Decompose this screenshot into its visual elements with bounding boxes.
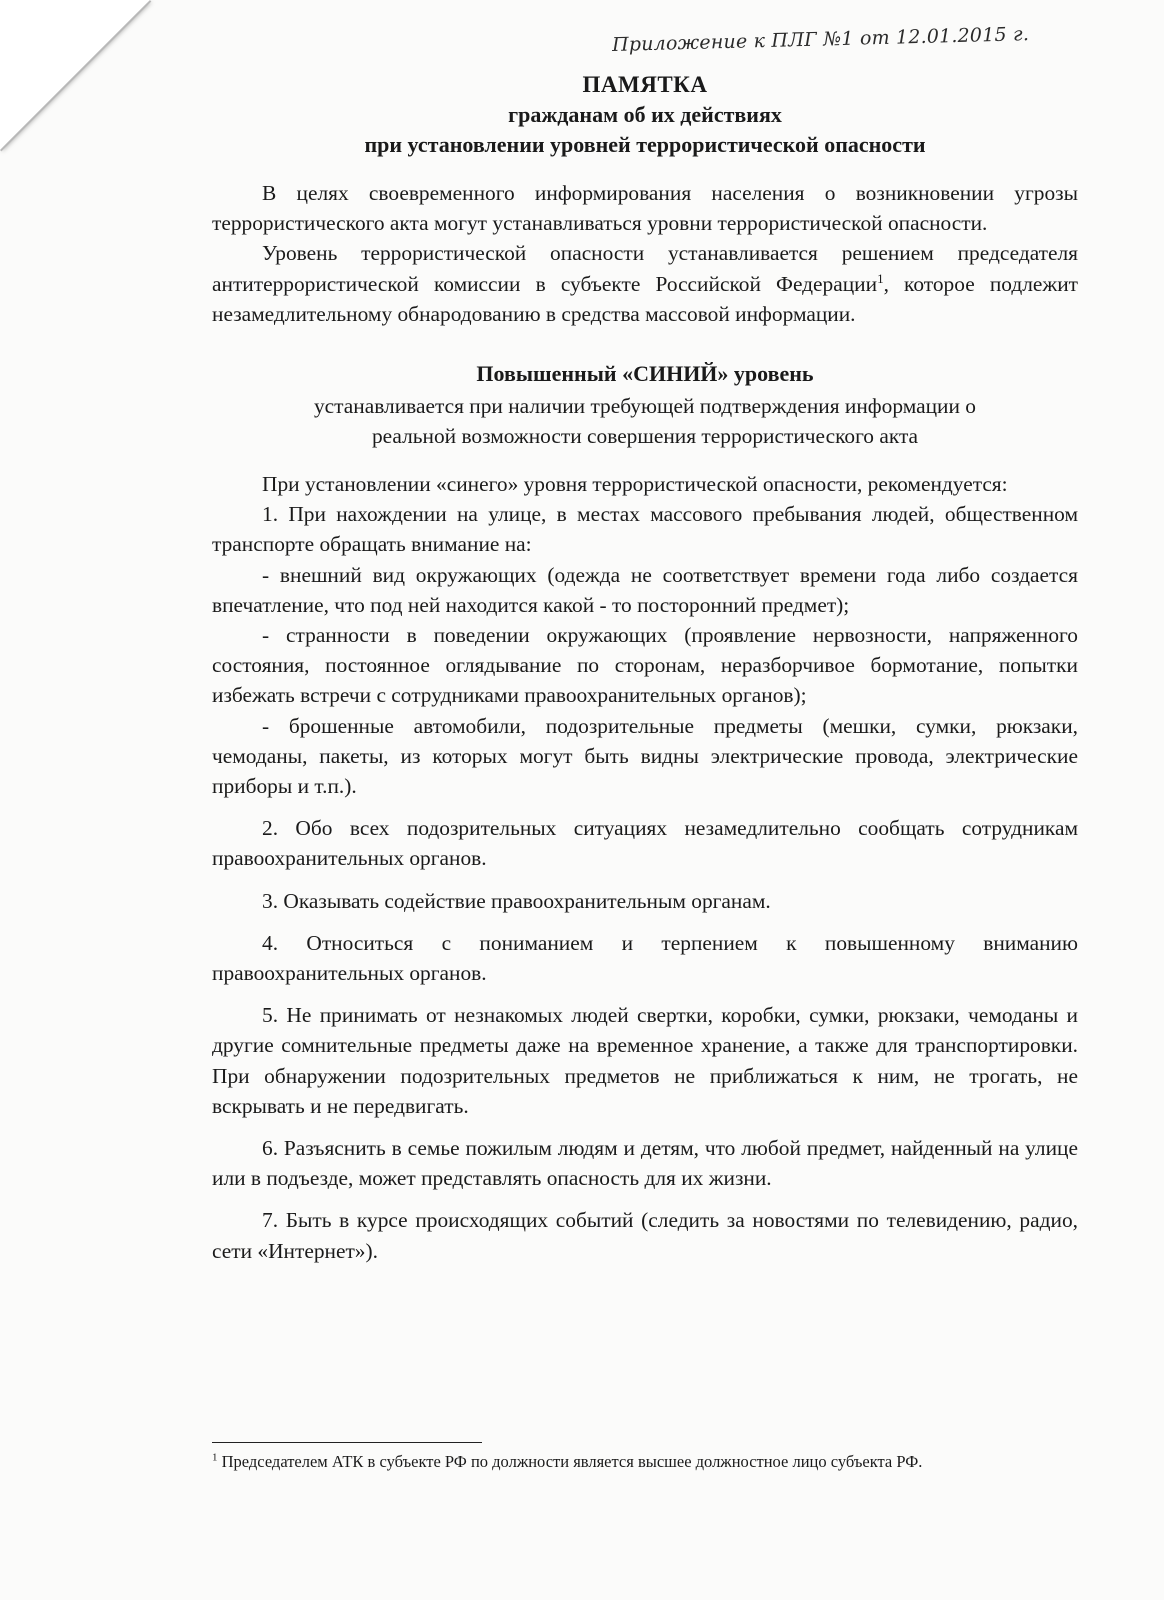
- list-item-3: 3. Оказывать содействие правоохранительным органам.: [262, 888, 771, 913]
- footnote-reference: 1: [877, 270, 884, 286]
- document-subtitle-1: гражданам об их действиях: [508, 102, 782, 127]
- list-item-2: 2. Обо всех подозрительных ситуациях незамедлительно сообщать сотрудникам правоохранительных органов.: [212, 816, 1078, 871]
- footnote-mark: 1: [212, 1451, 218, 1464]
- list-item-1c: - брошенные автомобили, подозрительные предметы (мешки, сумки, рюкзаки, чемоданы, пакеты, из которых могут быть видны электрические провода, электрические приборы и т.п.).: [212, 713, 1078, 799]
- document-title: ПАМЯТКА: [582, 72, 708, 97]
- list-item-6: 6. Разъяснить в семье пожилым людям и детям, что любой предмет, найденный на улице или в подъезде, может представлять опасность для их жизни.: [212, 1136, 1078, 1191]
- list-item-4: 4. Относиться с пониманием и терпением к повышенному вниманию правоохранительных органов.: [212, 930, 1078, 986]
- document-subtitle-2: при установлении уровней террористической опасности: [364, 132, 926, 157]
- footnote: [212, 1452, 1078, 1472]
- intro-paragraph-1: В целях своевременного информирования населения о возникновении угрозы террористического акта могут устанавливаться уровни террористической опасности.: [212, 181, 1078, 236]
- intro-p2-rest: , которое подлежит незамедлительному обнародованию в средства массовой информации.: [212, 271, 1078, 326]
- list-item-5: 5. Не принимать от незнакомых людей свертки, коробки, сумки, рюкзаки, чемоданы и другие сомнительные предметы даже на временное хранение, а также для транспортировки. При обнаружении подозрительных предметов не приближаться к ним, не трогать, не вскрывать и не передвигать.: [212, 1003, 1078, 1118]
- list-item-1: 1. При нахождении на улице, в местах массового пребывания людей, общественном транспорте обращать внимание на:: [212, 502, 1078, 557]
- footnote-text: Председателем АТК в субъекте РФ по должности является высшее должностное лицо субъекта РФ.: [217, 1452, 923, 1471]
- section-title: Повышенный «СИНИЙ» уровень: [476, 361, 814, 387]
- section-subtitle-2: реальной возможности совершения террористического акта: [371, 424, 919, 449]
- section-subtitle-1: устанавливается при наличии требующей подтверждения информации о: [313, 394, 976, 419]
- intro-paragraph-2: [212, 238, 1078, 329]
- list-item-7: 7. Быть в курсе происходящих событий (следить за новостями по телевидению, радио, сети «Интернет»).: [212, 1208, 1078, 1263]
- document-body: [212, 70, 1078, 1266]
- handwritten-note: Приложение к ПЛГ №1 от 12.01.2015 г.: [611, 23, 1030, 57]
- list-item-1a: - внешний вид окружающих (одежда не соответствует времени года либо создается впечатление, что под ней находится какой - то посторонний предмет);: [212, 562, 1078, 617]
- lead-paragraph: При установлении «синего» уровня террористической опасности, рекомендуется:: [262, 472, 1008, 497]
- footnote-separator: [212, 1442, 482, 1443]
- list-item-1b: - странности в поведении окружающих (проявление нервозности, напряженного состояния, постоянное оглядывание по сторонам, неразборчивое бормотание, попытки избежать встречи с сотрудниками правоохранительных органов);: [212, 623, 1078, 708]
- intro-p2-text: Уровень террористической опасности устанавливается решением председателя антитеррористической комиссии в субъекте Российской Федерации: [212, 241, 1078, 296]
